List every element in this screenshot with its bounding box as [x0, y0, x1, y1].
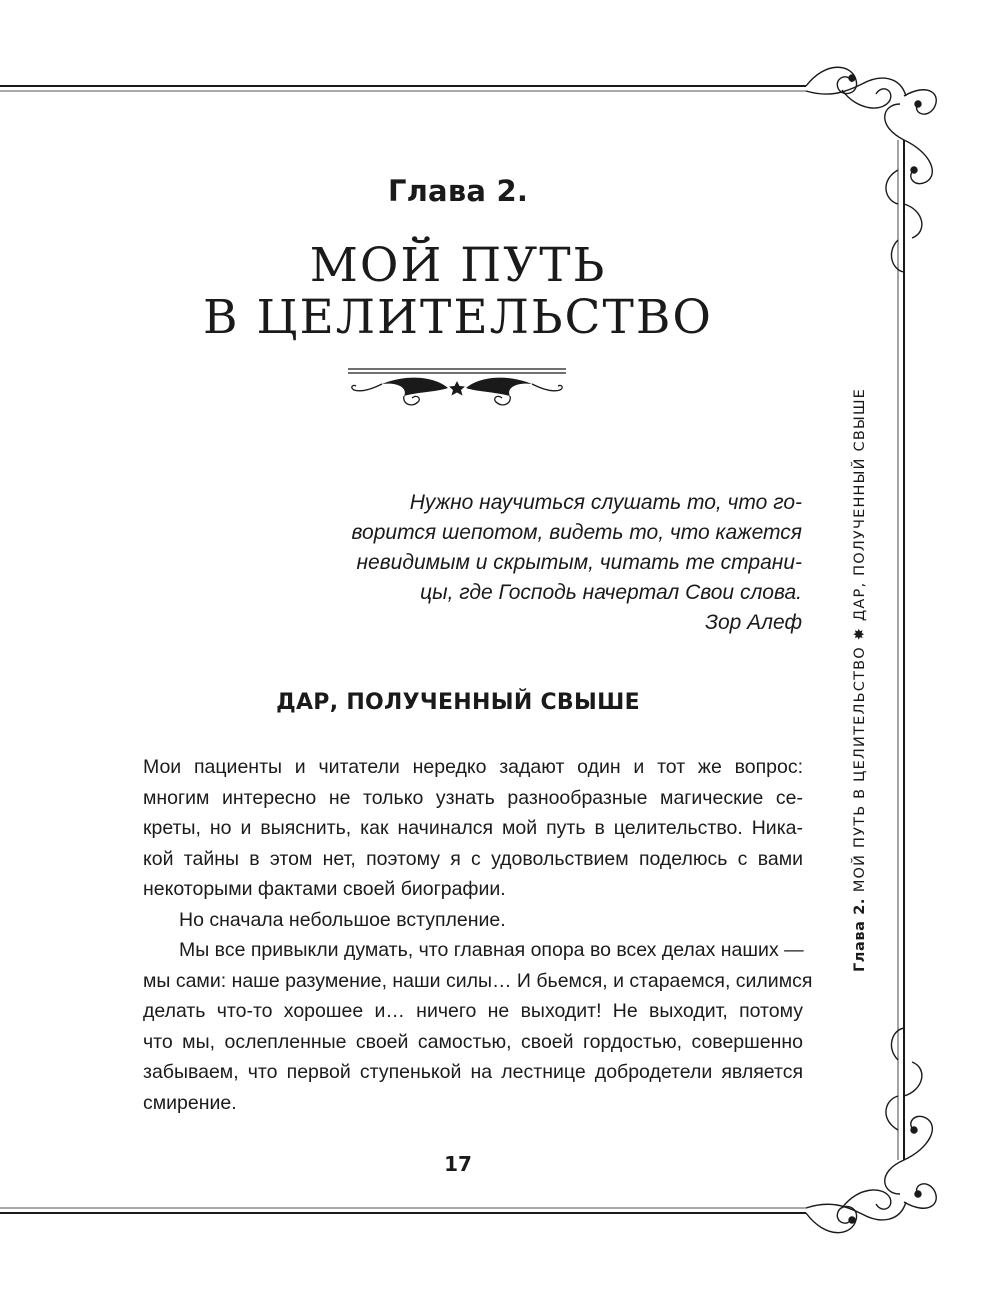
- body-line: смирение.: [143, 1091, 237, 1114]
- body-line: Мои пациенты и читатели нередко задают один и тот же вопрос:: [143, 756, 803, 778]
- page-number: 17: [444, 1152, 472, 1176]
- epigraph-line: невидимым и скрытым, читать те страни-: [356, 551, 802, 574]
- body-text: [143, 752, 813, 1118]
- epigraph-line: Нужно научиться слушать то, что го-: [409, 491, 802, 514]
- running-header-separator-icon: ✸: [852, 626, 868, 641]
- body-line: некоторыми фактами своей биографии.: [143, 878, 506, 900]
- body-line: что мы, ослепленные своей самостью, своей гордостью, совершенно: [143, 1030, 803, 1053]
- body-line: забываем, что первой ступенькой на лестнице добродетели является: [143, 1061, 803, 1083]
- body-line: мы сами: наше разумение, наши силы… И бьемся, и стараемся, силимся: [143, 969, 813, 992]
- running-header-chapter: Глава 2.: [852, 897, 868, 973]
- chapter-label: Глава 2.: [387, 174, 529, 208]
- body-line: Но сначала небольшое вступление.: [179, 908, 506, 931]
- title-ornament: [346, 366, 568, 412]
- body-line: кой тайны в этом нет, поэтому я с удовольствием поделюсь с вами: [143, 847, 803, 870]
- running-header: [848, 360, 872, 1000]
- chapter-title-line-2: В ЦЕЛИТЕЛЬСТВО: [203, 290, 713, 345]
- running-header-section-title: ДАР, ПОЛУЧЕННЫЙ СВЫШЕ: [852, 387, 868, 622]
- body-line: креты, но и выяснить, как начинался мой путь в целительство. Ника-: [143, 817, 803, 839]
- corner-flourish-bottom: [806, 1028, 936, 1233]
- chapter-title-line-1: МОЙ ПУТЬ: [309, 238, 607, 293]
- epigraph-line: ворится шепотом, видеть то, что кажется: [351, 521, 802, 544]
- epigraph: [332, 488, 802, 638]
- body-line: многим интересно не только узнать разнообразные магические се-: [143, 786, 803, 809]
- epigraph-line: цы, где Господь начертал Свои слова.: [420, 581, 802, 604]
- body-line: Мы все привыкли думать, что главная опора во всех делах наших —: [179, 939, 804, 961]
- section-heading: ДАР, ПОЛУЧЕННЫЙ СВЫШЕ: [276, 690, 640, 715]
- body-line: делать что-то хорошее и… ничего не выходит! Не выходит, потому: [143, 1000, 803, 1022]
- running-header-chapter-title: МОЙ ПУТЬ В ЦЕЛИТЕЛЬСТВО: [852, 646, 868, 893]
- epigraph-author: Зор Алеф: [705, 611, 802, 634]
